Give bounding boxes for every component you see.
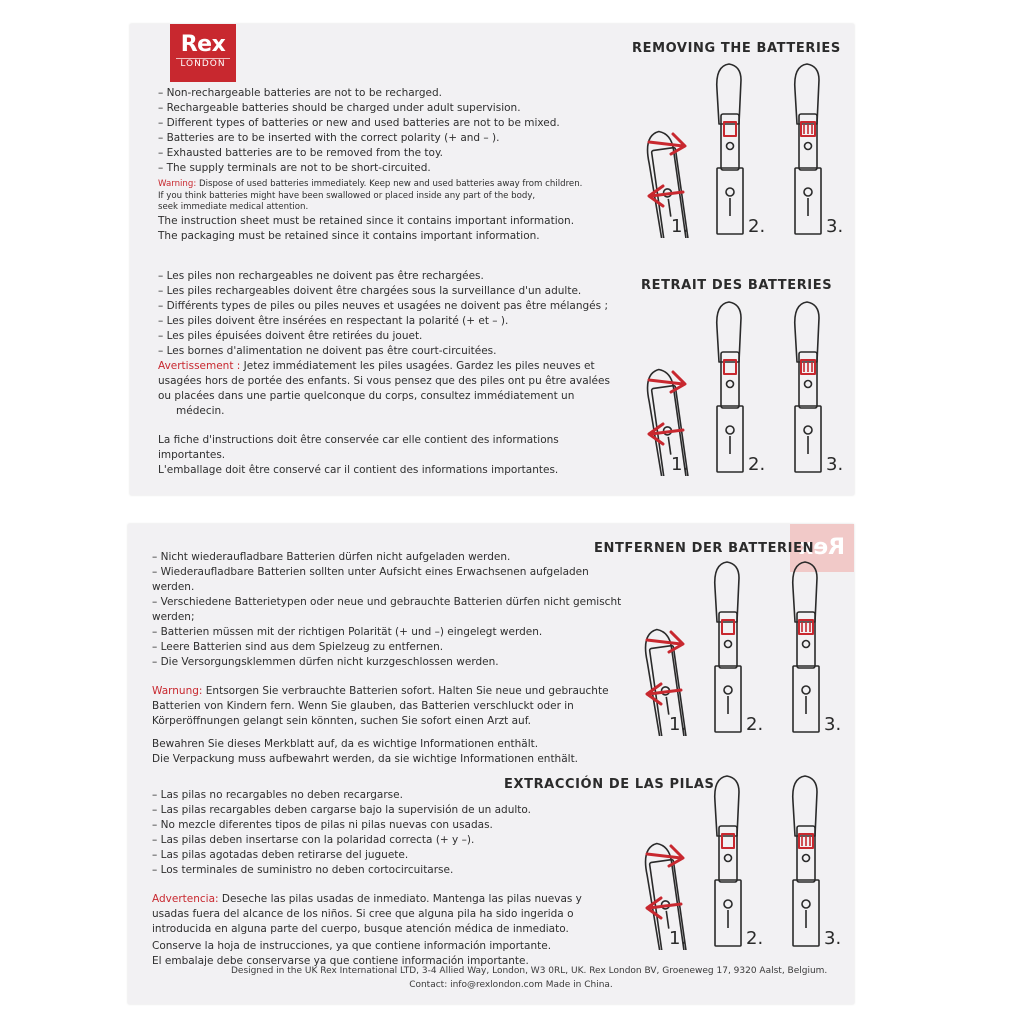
note: Bewahren Sie dieses Merkblatt auf, da es wichtige Informationen enthält. xyxy=(152,738,539,750)
warning-label: Advertencia: xyxy=(152,893,219,905)
battery-cells-icon xyxy=(804,124,812,134)
device-button xyxy=(805,143,812,150)
diagram-drawing xyxy=(643,562,819,736)
rule: – Batterien müssen mit der richtigen Polarität (+ und –) eingelegt werden. xyxy=(152,626,543,638)
device-button xyxy=(803,855,810,862)
step-2-label: 2. xyxy=(746,928,764,949)
step-2-device xyxy=(715,562,741,732)
step-3-device xyxy=(793,562,819,732)
diagram-drawing xyxy=(645,64,821,238)
footer-address: Designed in the UK Rex International LTD, 3-4 Allied Way, London, W3 0RL, UK. Rex London BV, Groeneweg 17, 9320 Aalst, Belgium. xyxy=(231,966,828,976)
step-2-label: 2. xyxy=(746,714,764,735)
note: L'emballage doit être conservé car il contient des informations importantes. xyxy=(158,464,559,476)
instruction-sheet-bottom xyxy=(128,524,854,1004)
rule: – Les piles non rechargeables ne doivent pas être rechargées. xyxy=(158,270,484,282)
device-slot xyxy=(666,911,669,929)
battery-removal-diagram xyxy=(631,560,851,736)
english-instructions: – Non-rechargeable batteries are not to be recharged. – Rechargeable batteries should be charged under adult supervision. – Different types of batteries or new and used batteries are not to be mixed. – Batteries are to be inserted with the correct polarity (+ and – ). – Exhausted batteries are to be removed from the toy. – The supply terminals are not to be short-circuited. Warning: Dispose of used batteries immediately. Keep new and used batteries away from children. If you think batteries might have been swallowed or placed inside any part of the body, seek immediate medical attention. The instruction sheet must be retained since it contains important information. The packaging must be retained since it contains important information. xyxy=(158,87,583,242)
step-3-label: 3. xyxy=(824,928,842,949)
rule: – Non-rechargeable batteries are not to be recharged. xyxy=(158,87,442,99)
warning-label: Warning: xyxy=(158,179,197,189)
rex-logo-watermark: Rex xyxy=(790,524,854,572)
rule: – Batteries are to be inserted with the correct polarity (+ and – ). xyxy=(158,132,500,144)
rule: – Différents types de piles ou piles neuves et usagées ne doivent pas être mélangés ; xyxy=(158,300,608,312)
step-1-label: 1. xyxy=(669,714,687,735)
diagram-drawing xyxy=(645,302,821,476)
step-3-device xyxy=(795,302,821,472)
rule: – Las pilas agotadas deben retirarse del juguete. xyxy=(152,849,409,861)
device-button xyxy=(804,188,812,196)
warning: Advertencia: Deseche las pilas usadas de inmediato. Mantenga las pilas nuevas y xyxy=(152,893,582,905)
rule: – Die Versorgungsklemmen dürfen nicht kurzgeschlossen werden. xyxy=(152,656,499,668)
rule: – Nicht wiederaufladbare Batterien dürfen nicht aufgeladen werden. xyxy=(152,551,511,563)
note: The instruction sheet must be retained since it contains important information. xyxy=(158,214,575,227)
warning: Warning: Dispose of used batteries immediately. Keep new and used batteries away from children. xyxy=(158,179,583,189)
device-button xyxy=(803,641,810,648)
step-2-label: 2. xyxy=(748,216,766,237)
rule: – The supply terminals are not to be short-circuited. xyxy=(158,162,431,174)
battery-cells-icon xyxy=(802,622,810,632)
device-button xyxy=(725,641,732,648)
step-1-label: 1. xyxy=(671,454,689,475)
diagram-german xyxy=(631,560,851,740)
step-3-label: 3. xyxy=(824,714,842,735)
footer xyxy=(231,964,828,992)
step-2-device xyxy=(717,64,743,234)
device-button xyxy=(725,855,732,862)
heading-german: ENTFERNEN DER BATTERIEN xyxy=(594,541,815,556)
rule: – Rechargeable batteries should be charged under adult supervision. xyxy=(158,102,521,114)
battery-cells-icon xyxy=(802,836,810,846)
rule: – Les piles doivent être insérées en respectant la polarité (+ et – ). xyxy=(158,315,509,327)
device-slot xyxy=(666,697,669,715)
german-instructions: – Nicht wiederaufladbare Batterien dürfen nicht aufgeladen werden. – Wiederaufladbare Batterien sollten unter Aufsicht eines Erwachsenen aufgeladen werden. – Verschiedene Batterietypen oder neue und gebrauchte Batterien dürfen nicht gemischt werden; – Batterien müssen mit der richtigen Polarität (+ und –) eingelegt werden. – Leere Batterien sind aus dem Spielzeug zu entfernen. – Die Versorgungsklemmen dürfen nicht kurzgeschlossen werden. Warnung: Entsorgen Sie verbrauchte Batterien sofort. Halten Sie neue und gebrauchte Batterien von Kindern fern. Wenn Sie glauben, das Batterien verschluckt oder in Körperöffnungen gelangt sein könnten, suchen Sie sofort einen Arzt auf. Bewahren Sie dieses Merkblatt auf, da es wichtige Informationen enthält. Die Verpackung muss aufbewahrt werden, da sie wichtige Informationen enthält. xyxy=(152,551,622,765)
battery-cells-icon xyxy=(804,362,812,372)
device-slot xyxy=(668,199,671,217)
rule: – No mezcle diferentes tipos de pilas ni pilas nuevas con usadas. xyxy=(152,819,493,831)
heading-english: REMOVING THE BATTERIES xyxy=(632,41,841,56)
heading-spanish: EXTRACCIÓN DE LAS PILAS xyxy=(504,777,715,792)
rule: – Verschiedene Batterietypen oder neue und gebrauchte Batterien dürfen nicht gemischt xyxy=(152,596,622,608)
spanish-instructions: – Las pilas no recargables no deben recargarse. – Las pilas recargables deben cargarse bajo la supervisión de un adulto. – No mezcle diferentes tipos de pilas ni pilas nuevas con usadas. – Las pilas deben insertarse con la polaridad correcta (+ y –). – Las pilas agotadas deben retirarse del juguete. – Los terminales de suministro no deben cortocircuitarse. Advertencia: Deseche las pilas usadas de inmediato. Mantenga las pilas nuevas y usadas fuera del alcance de los niños. Si cree que alguna pila ha sido ingerida o introducida en alguna parte del cuerpo, busque atención médica de inmediato. Conserve la hoja de instrucciones, ya que contiene información importante. El embalaje debe conservarse ya que contiene información importante. xyxy=(152,789,582,967)
device-button xyxy=(802,900,810,908)
rule: – Las pilas recargables deben cargarse bajo la supervisión de un adulto. xyxy=(152,804,531,816)
step-1-label: 1. xyxy=(669,928,687,949)
step-2-device xyxy=(715,776,741,946)
note: importantes. xyxy=(158,449,226,461)
rule: – Las pilas no recargables no deben recargarse. xyxy=(152,789,403,801)
battery-removal-diagram xyxy=(633,300,853,476)
diagram-spanish xyxy=(631,774,851,954)
note: La fiche d'instructions doit être conservée car elle contient des informations xyxy=(158,434,559,446)
device-button xyxy=(724,900,732,908)
warning: Warnung: Entsorgen Sie verbrauchte Batterien sofort. Halten Sie neue und gebrauchte xyxy=(152,685,609,697)
device-button xyxy=(726,426,734,434)
diagram-english xyxy=(633,62,853,242)
rule: – Les piles épuisées doivent être retirées du jouet. xyxy=(158,330,423,342)
french-instructions: – Les piles non rechargeables ne doivent pas être rechargées. – Les piles rechargeables doivent être chargées sous la surveillance d'un adulte. – Différents types de piles ou piles neuves et usagées ne doivent pas être mélangés ; – Les piles doivent être insérées en respectant la polarité (+ et – ). – Les piles épuisées doivent être retirées du jouet. – Les bornes d'alimentation ne doivent pas être court-circuitées. Avertissement : Jetez immédiatement les piles usagées. Gardez les piles neuves et usagées hors de portée des enfants. Si vous pensez que des piles ont pu être avalées ou placées dans une partie quelconque du corps, consultez immédiatement un médecin. La fiche d'instructions doit être conservée car elle contient des informations importantes. L'emballage doit être conservé car il contient des informations importantes. xyxy=(158,270,610,476)
device-button xyxy=(724,686,732,694)
device-button xyxy=(727,143,734,150)
step-3-label: 3. xyxy=(826,454,844,475)
footer-contact: Contact: info@rexlondon.com Made in China. xyxy=(409,980,613,990)
instruction-sheet-top xyxy=(130,24,854,495)
note: The packaging must be retained since it contains important information. xyxy=(158,229,540,242)
step-2-device xyxy=(717,302,743,472)
rule: – Los terminales de suministro no deben cortocircuitarse. xyxy=(152,864,454,876)
device-button xyxy=(804,426,812,434)
step-2-label: 2. xyxy=(748,454,766,475)
rule: – Leere Batterien sind aus dem Spielzeug zu entfernen. xyxy=(152,641,444,653)
step-3-label: 3. xyxy=(826,216,844,237)
battery-removal-diagram xyxy=(633,62,853,238)
device-button xyxy=(805,381,812,388)
battery-removal-diagram xyxy=(631,774,851,950)
device-button xyxy=(802,686,810,694)
step-3-device xyxy=(793,776,819,946)
rule: – Wiederaufladbare Batterien sollten unter Aufsicht eines Erwachsenen aufgeladen xyxy=(152,566,589,578)
diagram-drawing xyxy=(643,776,819,950)
warning-label: Avertissement : xyxy=(158,360,241,372)
rule: – Different types of batteries or new and used batteries are not to be mixed. xyxy=(158,117,560,129)
note: Die Verpackung muss aufbewahrt werden, da sie wichtige Informationen enthält. xyxy=(152,753,579,765)
rule: – Las pilas deben insertarse con la polaridad correcta (+ y –). xyxy=(152,834,475,846)
device-button xyxy=(726,188,734,196)
note: El embalaje debe conservarse ya que contiene información importante. xyxy=(152,955,529,967)
rule: – Les bornes d'alimentation ne doivent pas être court-circuitées. xyxy=(158,345,497,357)
rule: – Exhausted batteries are to be removed from the toy. xyxy=(158,147,443,159)
rex-london-logo: Rex LONDON xyxy=(170,24,236,82)
diagram-french xyxy=(633,300,853,480)
warning: Avertissement : Jetez immédiatement les piles usagées. Gardez les piles neuves et xyxy=(158,360,595,372)
warning-label: Warnung: xyxy=(152,685,203,697)
note: Conserve la hoja de instrucciones, ya que contiene información importante. xyxy=(152,940,552,952)
device-button xyxy=(727,381,734,388)
rule: – Les piles rechargeables doivent être chargées sous la surveillance d'un adulte. xyxy=(158,285,582,297)
step-3-device xyxy=(795,64,821,234)
device-slot xyxy=(668,437,671,455)
step-1-label: 1. xyxy=(671,216,689,237)
heading-french: RETRAIT DES BATTERIES xyxy=(641,278,833,293)
